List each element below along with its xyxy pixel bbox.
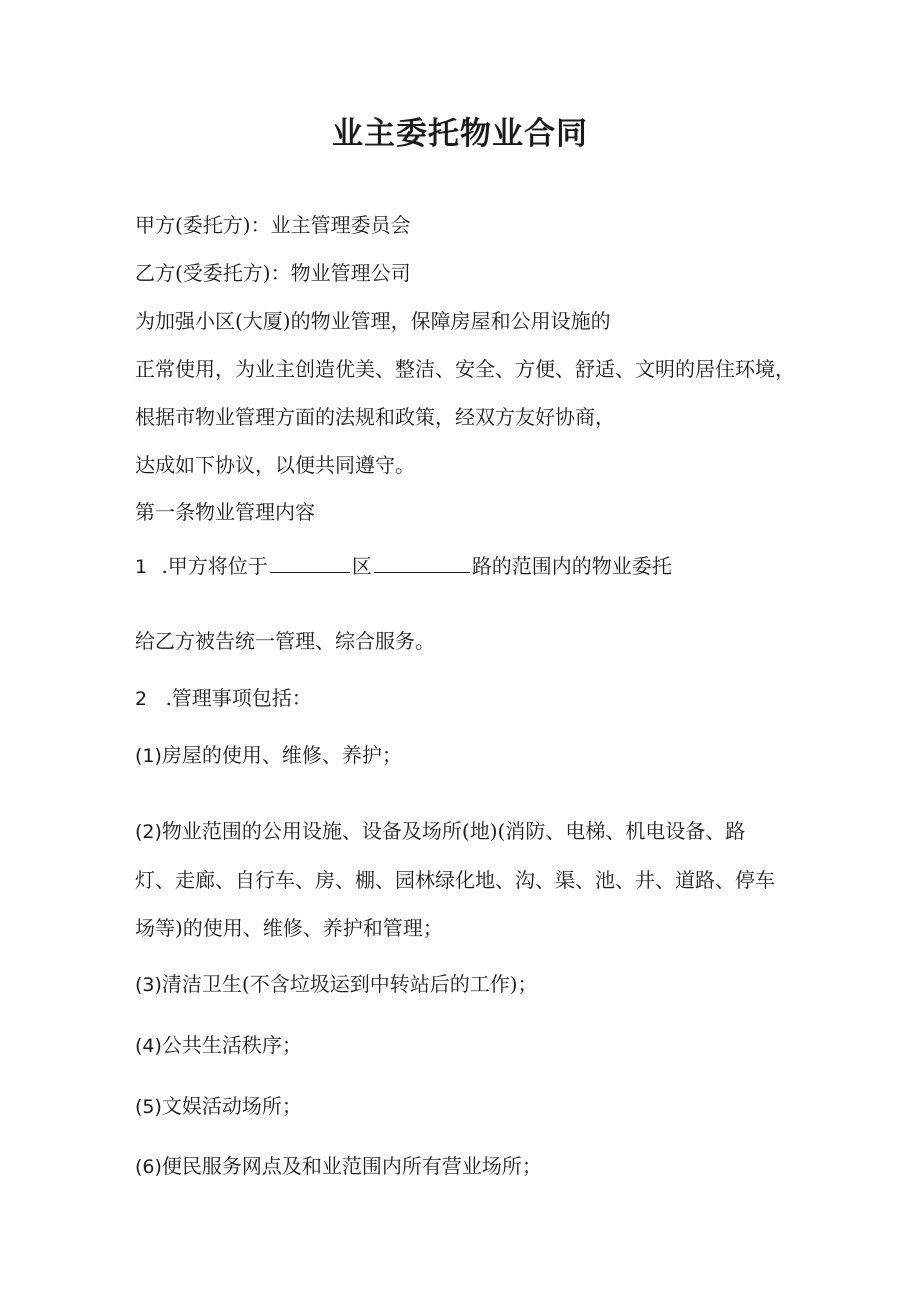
intro-line-4: 达成如下协议，以便共同遵守。 xyxy=(135,453,415,477)
item-2-text: .管理事项包括： xyxy=(165,686,312,710)
item-2-line xyxy=(135,684,312,713)
sub-item-5-number: (5) xyxy=(135,1096,162,1118)
item-1-text-b: 区 xyxy=(351,554,372,578)
sub-item-4-number: (4) xyxy=(135,1035,162,1057)
item-1-line xyxy=(135,552,672,581)
article-1-title: 第一条物业管理内容 xyxy=(135,500,315,524)
sub-item-3-text: 清洁卫生(不含垃圾运到中转站后的工作)； xyxy=(161,972,538,996)
sub-item-2-line-2: 灯、走廊、自行车、房、棚、园林绿化地、沟、渠、池、井、道路、停车 xyxy=(135,868,775,892)
sub-item-3 xyxy=(135,970,538,999)
sub-item-6-text: 便民服务网点及和业范围内所有营业场所； xyxy=(161,1154,542,1178)
sub-item-2-line-3: 场等)的使用、维修、养护和管理； xyxy=(135,916,443,940)
sub-item-5 xyxy=(135,1092,302,1121)
road-blank xyxy=(374,552,470,573)
sub-item-4 xyxy=(135,1031,302,1060)
sub-item-1-number: (1) xyxy=(135,745,162,767)
intro-line-2: 正常使用，为业主创造优美、整洁、安全、方便、舒适、文明的居住环境， xyxy=(135,357,795,381)
sub-item-3-number: (3) xyxy=(135,974,162,996)
intro-line-1: 为加强小区(大厦)的物业管理，保障房屋和公用设施的 xyxy=(135,309,611,333)
sub-item-5-text: 文娱活动场所； xyxy=(161,1094,302,1118)
sub-item-6 xyxy=(135,1152,542,1181)
sub-item-4-text: 公共生活秩序； xyxy=(161,1033,302,1057)
party-a-line: 甲方(委托方)：业主管理委员会 xyxy=(135,213,411,237)
document-title: 业主委托物业合同 xyxy=(332,116,588,152)
sub-item-1-text: 房屋的使用、维修、养护； xyxy=(161,743,402,767)
sub-item-2-line-1 xyxy=(135,817,745,846)
party-b-line: 乙方(受委托方)：物业管理公司 xyxy=(135,261,411,285)
sub-item-2-number: (2) xyxy=(135,821,162,843)
sub-item-1 xyxy=(135,741,402,770)
intro-line-3: 根据市物业管理方面的法规和政策，经双方友好协商， xyxy=(135,405,615,429)
district-blank xyxy=(270,552,350,573)
item-1-text-a: .甲方将位于 xyxy=(161,554,268,578)
item-2-number: 2 xyxy=(135,688,148,710)
item-1-continuation: 给乙方被告统一管理、综合服务。 xyxy=(135,629,435,653)
item-1-number: 1 xyxy=(135,556,148,578)
item-1-text-c: 路的范围内的物业委托 xyxy=(471,554,672,578)
sub-item-6-number: (6) xyxy=(135,1156,162,1178)
sub-item-2-text-1: 物业范围的公用设施、设备及场所(地)(消防、电梯、机电设备、路 xyxy=(161,819,746,843)
